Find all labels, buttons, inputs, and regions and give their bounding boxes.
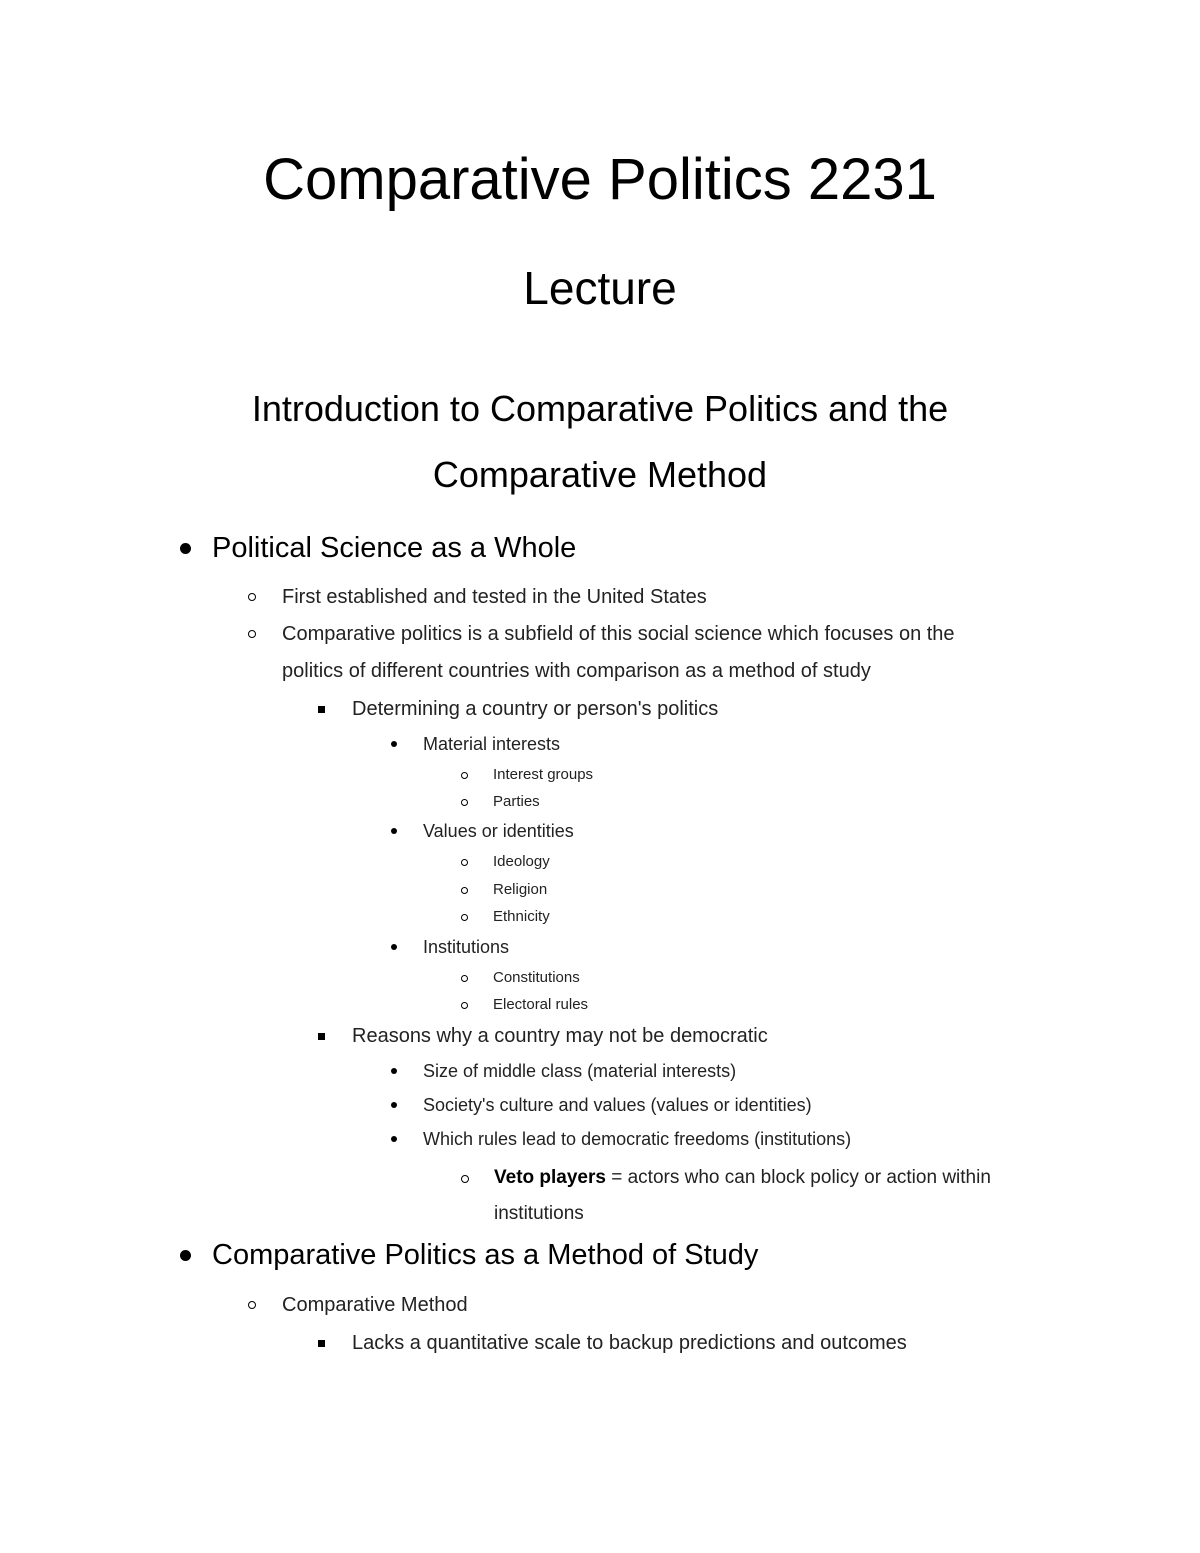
bullet-filled-icon xyxy=(391,944,397,950)
bullet-hollow-icon xyxy=(248,1301,256,1309)
section-heading: Political Science as a Whole xyxy=(212,532,577,564)
bullet-hollow-icon xyxy=(461,859,468,866)
bullet-hollow-icon xyxy=(461,1175,469,1183)
list-item-text: Religion xyxy=(493,881,548,898)
document-title: Comparative Politics 2231 xyxy=(263,147,937,212)
list-item-text: Ideology xyxy=(493,853,550,870)
bullet-hollow-icon xyxy=(461,1002,468,1009)
list-item-text: Comparative politics is a subfield of this social science which focuses on the xyxy=(282,623,955,645)
list-item-text: politics of different countries with comparison as a method of study xyxy=(282,660,871,682)
list-item-text: Constitutions xyxy=(493,969,580,986)
section-heading: Comparative Politics as a Method of Study xyxy=(212,1239,759,1271)
bullet-filled-icon xyxy=(180,543,191,554)
list-item-text: Reasons why a country may not be democratic xyxy=(352,1025,768,1047)
list-item-text: Ethnicity xyxy=(493,908,550,925)
list-item-text xyxy=(494,1160,991,1196)
bullet-filled-icon xyxy=(391,1102,397,1108)
bullet-square-icon xyxy=(318,1340,325,1347)
list-item-text: Which rules lead to democratic freedoms (institutions) xyxy=(423,1129,852,1149)
bullet-filled-icon xyxy=(391,1136,397,1142)
list-item-text: Electoral rules xyxy=(493,996,589,1013)
list-item-text: Institutions xyxy=(423,937,510,957)
list-item-text: Values or identities xyxy=(423,821,574,841)
term-definition: = actors who can block policy or action within xyxy=(605,1167,991,1188)
lecture-heading-line-2: Comparative Method xyxy=(432,454,768,495)
list-item-text: institutions xyxy=(494,1203,584,1224)
bullet-square-icon xyxy=(318,706,325,713)
bullet-filled-icon xyxy=(391,741,397,747)
term-veto-players: Veto players xyxy=(494,1167,606,1188)
list-item-text: Size of middle class (material interests) xyxy=(423,1061,737,1081)
bullet-hollow-icon xyxy=(248,593,256,601)
bullet-hollow-icon xyxy=(461,914,468,921)
bullet-filled-icon xyxy=(180,1250,191,1261)
list-item-text: Material interests xyxy=(423,734,561,754)
bullet-hollow-icon xyxy=(461,772,468,779)
list-item-text: Society's culture and values (values or identities) xyxy=(423,1095,812,1115)
list-item-text: Interest groups xyxy=(493,766,594,783)
lecture-heading-line-1: Introduction to Comparative Politics and the xyxy=(251,388,949,429)
bullet-hollow-icon xyxy=(461,975,468,982)
document-subtitle: Lecture xyxy=(523,262,677,314)
list-item-text: Determining a country or person's politics xyxy=(352,698,719,720)
list-item-text: Lacks a quantitative scale to backup predictions and outcomes xyxy=(352,1332,907,1354)
bullet-filled-icon xyxy=(391,828,397,834)
list-item-text: Comparative Method xyxy=(282,1294,468,1316)
lecture-heading xyxy=(180,376,1020,508)
bullet-hollow-icon xyxy=(461,887,468,894)
list-item-text: Parties xyxy=(493,793,540,810)
list-item-text: First established and tested in the United States xyxy=(282,586,707,608)
bullet-filled-icon xyxy=(391,1068,397,1074)
bullet-hollow-icon xyxy=(461,799,468,806)
bullet-hollow-icon xyxy=(248,630,256,638)
bullet-square-icon xyxy=(318,1033,325,1040)
